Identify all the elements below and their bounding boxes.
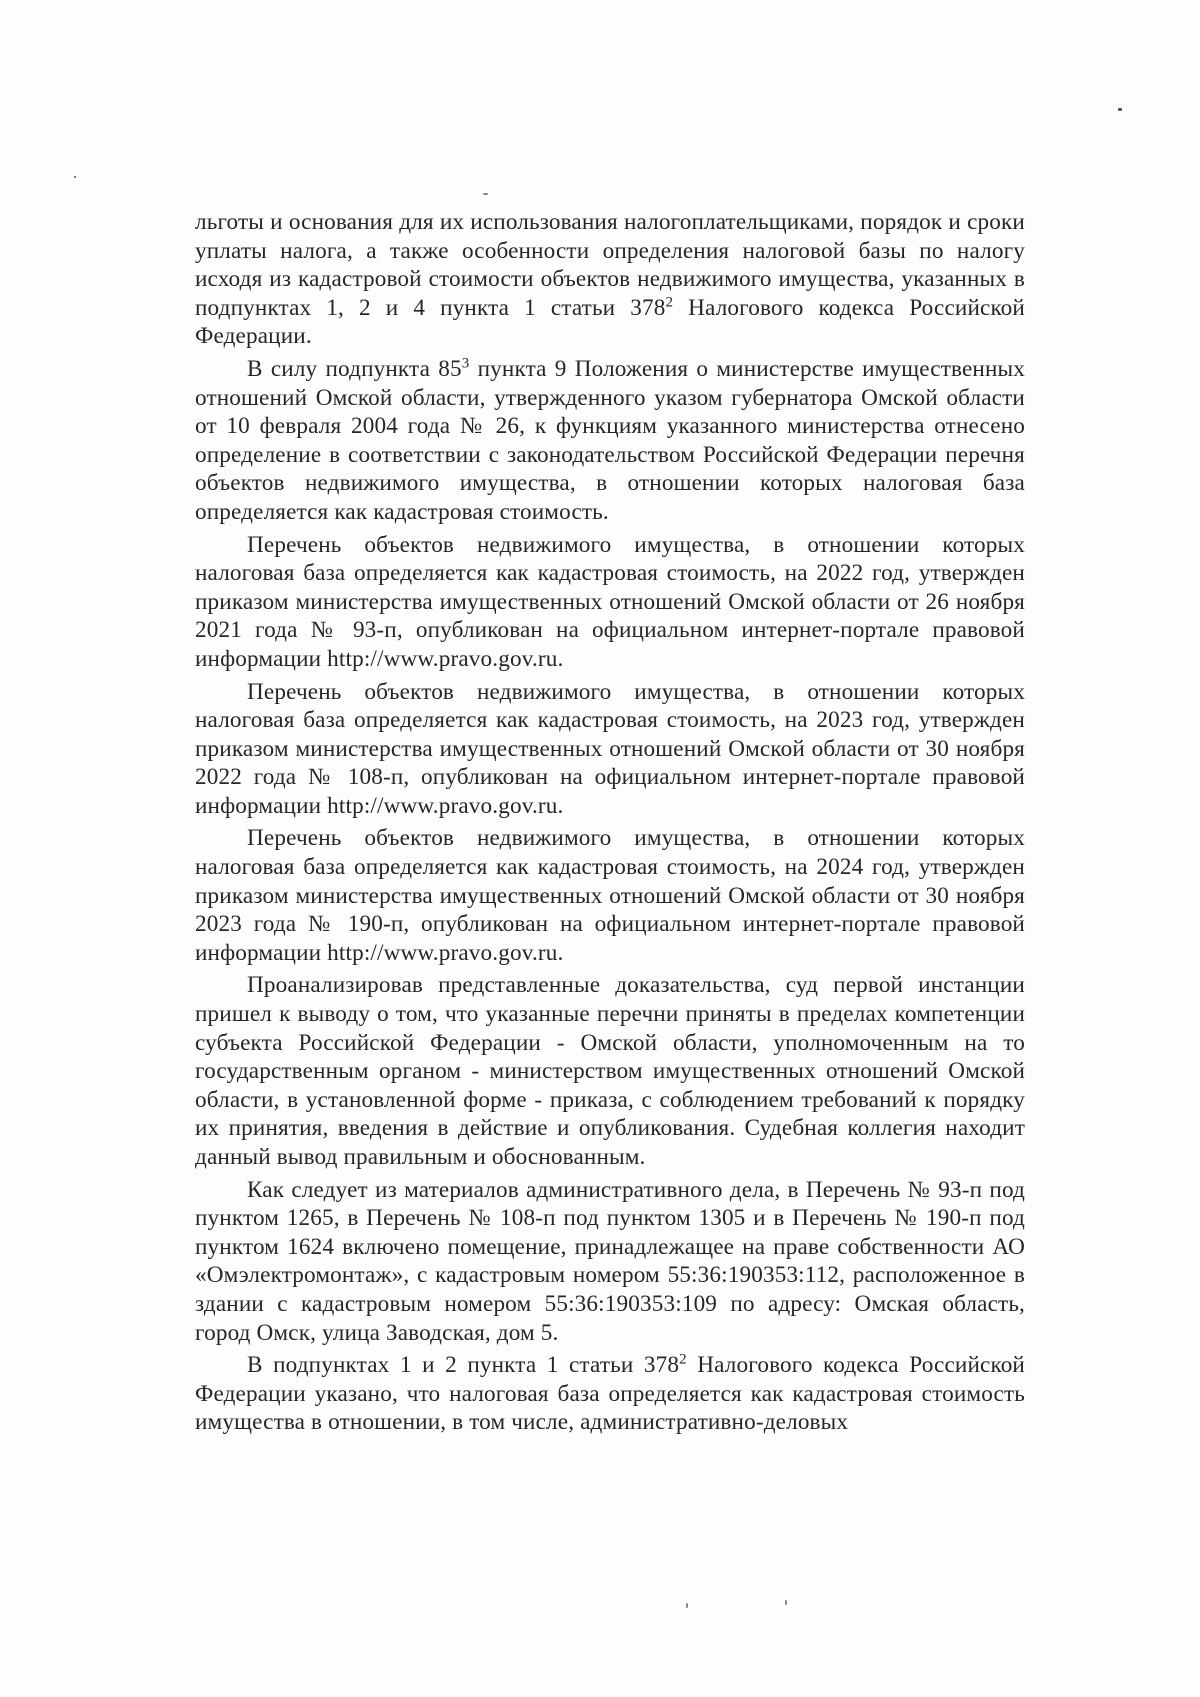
paragraph-text: пункта 9 Положения о министерстве имущественных отношений Омской области, утвержденного указом губернатора Омской области от 10 февраля 2004 года № 26, к функциям указанного министерства отнесено определение в соответствии с законодательством Российской Федерации перечня объектов недвижимого имущества, в отношении которых налоговая база определяется как кадастровая стоимость. — [195, 355, 1025, 525]
paragraph — [195, 1351, 1025, 1437]
paragraph-text: льготы и основания для их использования налогоплательщиками, порядок и сроки уплаты налога, а также особенности определения налоговой базы по налогу исходя из кадастровой стоимости объектов недвижимого имущества, указанных в подпунктах 1, 2 и 4 пункта 1 статьи 378 — [195, 209, 1025, 321]
paragraph-text: Перечень объектов недвижимого имущества, в отношении которых налоговая база определяется как кадастровая стоимость, на 2022 год, утвержден приказом министерства имущественных отношений Омской области от 26 ноября 2021 года № 93-п, опубликован на официальном интернет-портале правовой информации http://www.pravo.gov.ru. — [195, 531, 1025, 672]
scan-speck — [1118, 108, 1122, 111]
paragraph-text: В силу подпункта 85 — [247, 355, 462, 382]
scan-speck — [483, 193, 488, 195]
paragraph-text: Перечень объектов недвижимого имущества, в отношении которых налоговая база определяется как кадастровая стоимость, на 2023 год, утвержден приказом министерства имущественных отношений Омской области от 30 ноября 2022 года № 108-п, опубликован на официальном интернет-портале правовой информации http://www.pravo.gov.ru. — [195, 678, 1025, 819]
paragraph-text: Проанализировав представленные доказательства, суд первой инстанции пришел к выводу о том, что указанные перечни приняты в пределах компетенции субъекта Российской Федерации - Омской области, уполномоченным на то государственным органом - министерством имущественных отношений Омской области, в установленной форме - приказа, с соблюдением требований к порядку их принятия, введения в действие и опубликования. Судебная коллегия находит данный вывод правильным и обоснованным. — [195, 972, 1025, 1170]
paragraph — [195, 531, 1025, 674]
scan-speck — [785, 1600, 787, 1605]
document-body-text — [195, 208, 1025, 1441]
superscript: 3 — [461, 355, 470, 372]
paragraph — [195, 971, 1025, 1171]
paragraph — [195, 824, 1025, 967]
paragraph — [195, 355, 1025, 527]
paragraph-text: Как следует из материалов административного дела, в Перечень № 93-п под пунктом 1265, в Перечень № 108-п под пунктом 1305 и в Перечень № 190-п под пунктом 1624 включено помещение, принадлежащее на праве собственности АО «Омэлектромонтаж», с кадастровым номером 55:36:190353:112, расположенное в здании с кадастровым номером 55:36:190353:109 по адресу: Омская область, город Омск, улица Заводская, дом 5. — [195, 1176, 1025, 1346]
paragraph — [195, 1176, 1025, 1348]
paragraph-text: Налогового кодекса Российской Федерации. — [195, 294, 1025, 350]
scan-speck — [74, 176, 76, 178]
paragraph — [195, 678, 1025, 821]
paragraph-text: Перечень объектов недвижимого имущества, в отношении которых налоговая база определяется как кадастровая стоимость, на 2024 год, утвержден приказом министерства имущественных отношений Омской области от 30 ноября 2023 года № 190-п, опубликован на официальном интернет-портале правовой информации http://www.pravo.gov.ru. — [195, 825, 1025, 966]
paragraph-text: В подпунктах 1 и 2 пункта 1 статьи 378 — [247, 1352, 680, 1379]
paragraph-text: Налогового кодекса Российской Федерации указано, что налоговая база определяется как кадастровая стоимость имущества в отношении, в том числе, административно-деловых — [195, 1352, 1025, 1436]
scan-speck — [686, 1603, 688, 1608]
superscript: 2 — [679, 1351, 687, 1368]
paragraph — [195, 208, 1025, 351]
superscript: 2 — [665, 294, 674, 311]
